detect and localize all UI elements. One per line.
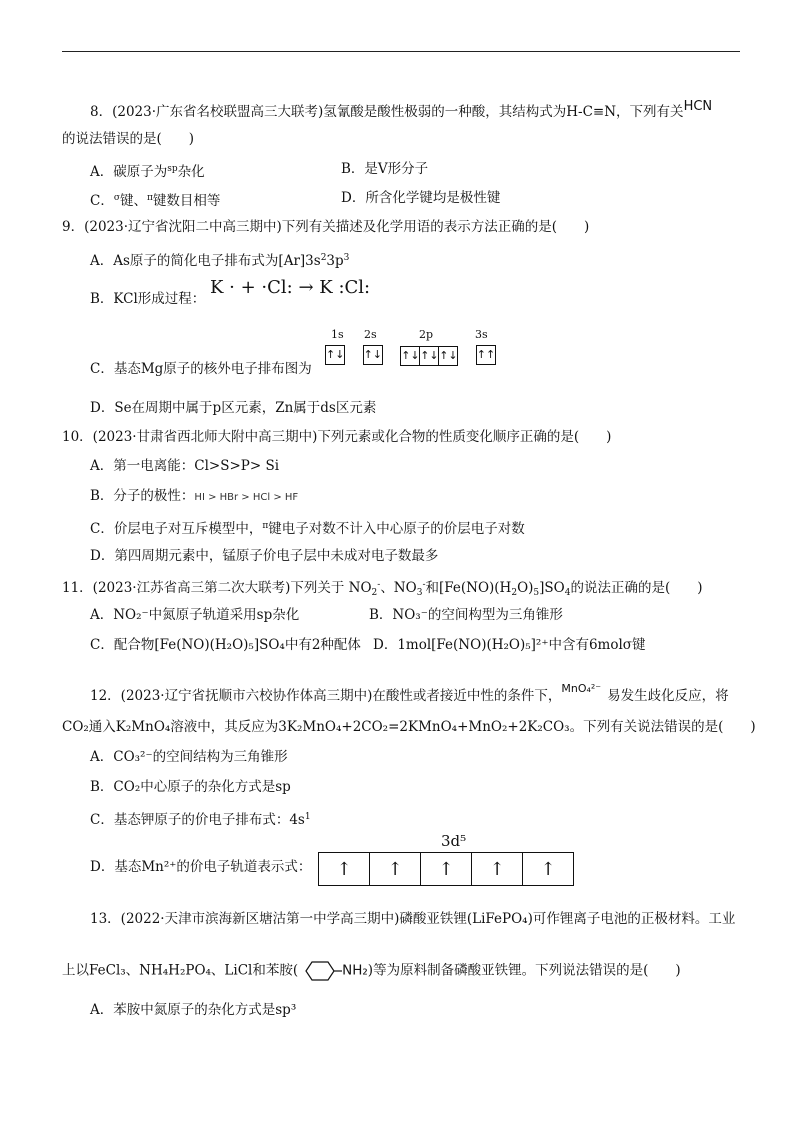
q11-option-c: C．配合物[Fe(NO)(H₂O)₅]SO₄中有2种配体 — [90, 637, 361, 653]
q10-option-a: A．第一电离能：Cl>S>P> Si — [90, 458, 280, 474]
orbital-box-3d: ↑ — [522, 852, 574, 886]
q8-option-b: B．是V形分子 — [341, 161, 429, 177]
orbital-label-2p: 2p — [419, 328, 434, 341]
q9-stem: 9．(2023·辽宁省沈阳二中高三期中)下列有关描述及化学用语的表示方法正确的是( ) — [62, 219, 590, 235]
orbital-box-2p: ↑↓ — [400, 346, 420, 366]
q11-option-a: A．NO₂⁻中氮原子轨道采用sp杂化 — [90, 607, 300, 623]
q12-option-c: C．基态钾原子的价电子排布式：$4s^1$ — [90, 812, 311, 828]
orbital-box-3s: ↑↑ — [476, 345, 496, 365]
q11-option-b: B．NO₃⁻的空间构型为三角锥形 — [369, 607, 563, 623]
q11-stem: 11．(2023·江苏省高三第二次大联考)下列关于 $NO_2^-$、$NO_3^-$和$[Fe(NO)(H_2O)_5]SO_4$的说法正确的是( ) — [62, 580, 703, 598]
q9-option-c: C．基态Mg原子的核外电子排布图为 — [90, 361, 312, 377]
orbital-label-1s: 1s — [331, 328, 344, 341]
orbital-box-2p: ↑↓ — [420, 346, 439, 366]
q9-option-b: B．KCl形成过程： — [90, 291, 206, 307]
orbital-group-2p — [400, 346, 458, 366]
orbital-box-3d: ↑ — [318, 852, 369, 886]
q10-option-d: D．第四周期元素中，锰原子价电子层中未成对电子数最多 — [90, 548, 439, 564]
orbital-box-2p: ↑↓ — [439, 346, 458, 366]
kcl-formation-formula: K · + ·Cl: → K :Cl: — [210, 277, 371, 298]
reaction-arrow-icon: → — [298, 277, 314, 298]
q11-option-d: D．1mol[Fe(NO)(H₂O)₅]²⁺中含有6molσ键 — [373, 637, 646, 653]
q10-option-c: C．价层电子对互斥模型中，$^\pi$键电子对数不计入中心原子的价层电子对数 — [90, 521, 525, 537]
q8-option-a: A．碳原子为$^{sp}$杂化 — [90, 164, 205, 180]
orbital-box-3d: ↑ — [420, 852, 471, 886]
q10-stem: 10．(2023·甘肃省西北师大附中高三期中)下列元素或化合物的性质变化顺序正确的是( ) — [62, 429, 612, 445]
header-rule — [62, 51, 740, 52]
q9-option-d: D．Se在周期中属于p区元素，Zn属于ds区元素 — [90, 400, 377, 416]
mg-orbital-diagram — [325, 345, 496, 366]
orbital-label-2s: 2s — [364, 328, 377, 341]
benzene-ring-icon — [298, 960, 342, 982]
orbital-box-3d: ↑ — [369, 852, 420, 886]
q9-option-a: A．As原子的简化电子排布式为$[Ar]3s^23p^3$ — [90, 253, 350, 269]
q8-stem-line1: 8．(2023·广东省名校联盟高三大联考)氢氰酸是酸性极弱的一种酸，其结构式为H-C≡N，下列有关HCN — [90, 99, 713, 120]
q13-stem-line2: 上以FeCl₃、NH₄H₂PO₄、LiCl和苯胺( NH₂)等为原料制备磷酸亚铁锂。下列说法错误的是( ) — [62, 960, 681, 982]
orbital-box-2s: ↑↓ — [363, 345, 383, 365]
q8-option-d: D．所含化学键均是极性键 — [341, 190, 501, 206]
orbital-label-3s: 3s — [475, 328, 488, 341]
q12-option-a: A．CO₃²⁻的空间结构为三角锥形 — [90, 749, 288, 765]
mn-orbital-diagram — [318, 852, 574, 886]
q12-stem-line1: 12．(2023·辽宁省抚顺市六校协作体高三期中)在酸性或者接近中性的条件下，$^{MnO_4^{2-}}$ 易发生歧化反应，将 — [90, 682, 729, 704]
q12-stem-line2: CO₂通入K₂MnO₄溶液中，其反应为3K₂MnO₄+2CO₂=2KMnO₄+MnO₂+2K₂CO₃。下列有关说法错误的是( ) — [62, 719, 756, 735]
orbital-box-3d: ↑ — [471, 852, 522, 886]
q13-stem-line1: 13．(2022·天津市滨海新区塘沽第一中学高三期中)磷酸亚铁锂(LiFePO₄)可作锂离子电池的正极材料。工业 — [90, 911, 736, 927]
q8-stem-line2: 的说法错误的是( ) — [62, 131, 195, 147]
q12-option-b: B．CO₂中心原子的杂化方式是sp — [90, 779, 291, 795]
q12-option-d: D．基态Mn²⁺的价电子轨道表示式： — [90, 859, 312, 875]
q13-option-a: A．苯胺中氮原子的杂化方式是sp³ — [90, 1002, 297, 1018]
q10-option-b: B．分子的极性：HI > HBr > HCl > HF — [90, 488, 299, 504]
orbital-box-1s: ↑↓ — [325, 345, 345, 365]
orbital-label-3d: 3d⁵ — [441, 832, 467, 850]
q8-option-c: C．$^\sigma$键、$^\pi$键数目相等 — [90, 193, 221, 209]
